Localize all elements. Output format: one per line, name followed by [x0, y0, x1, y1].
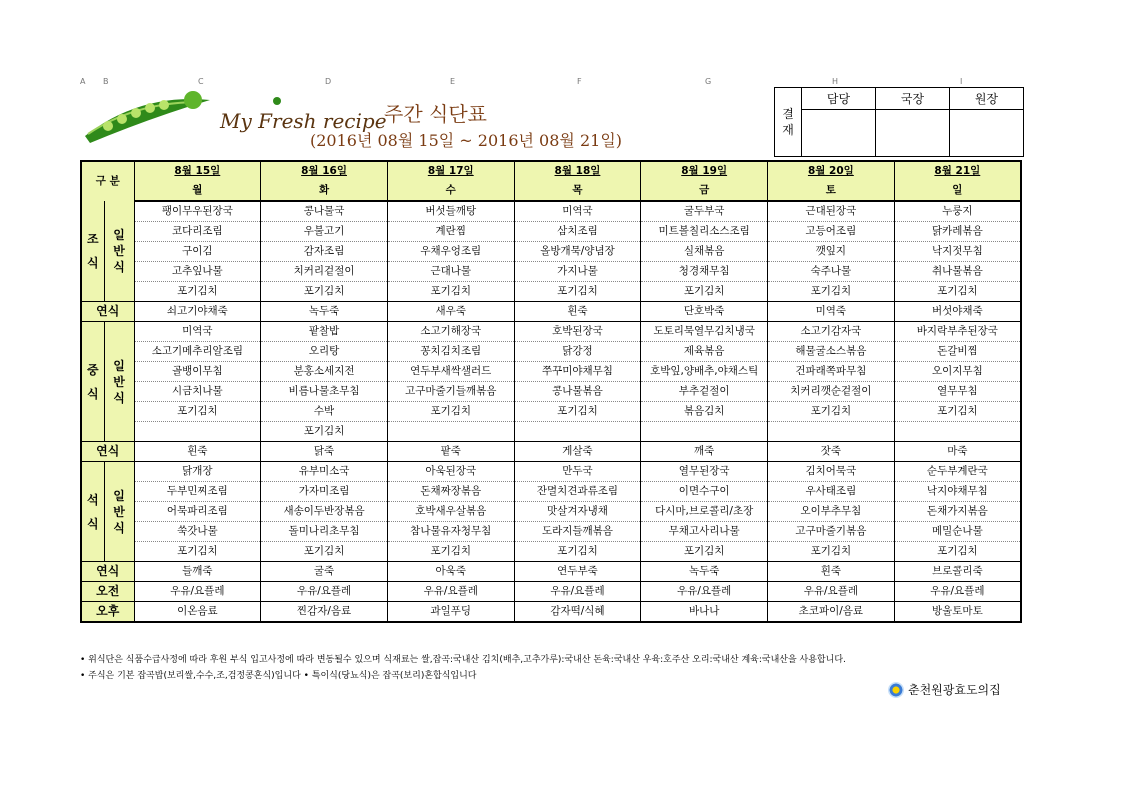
- dinner-dish: 고구마줄기볶음: [768, 522, 895, 542]
- lunch-dish: 포기김치: [387, 402, 514, 422]
- dinner-soft-diet: 연두부죽: [514, 562, 641, 582]
- breakfast-dish: 포기김치: [641, 282, 768, 302]
- breakfast-dish: 치커리겉절이: [261, 262, 388, 282]
- lunch-dish: 해물굴소스볶음: [768, 342, 895, 362]
- lunch-dish: 수박: [261, 402, 388, 422]
- snack-item: 이온음료: [134, 602, 261, 623]
- breakfast-dish: 포기김치: [514, 282, 641, 302]
- breakfast-dish: 고등어조림: [768, 222, 895, 242]
- dinner-dish: 오이부추무침: [768, 502, 895, 522]
- dinner-dish: 김치어묵국: [768, 462, 895, 482]
- breakfast-dish: 누룽지: [894, 201, 1021, 222]
- breakfast-dish: 구이김: [134, 242, 261, 262]
- dinner-dish: 포기김치: [261, 542, 388, 562]
- date-header: 8월 19일: [641, 161, 768, 181]
- lunch-dish: 볶음김치: [641, 402, 768, 422]
- breakfast-dish: 숙주나물: [768, 262, 895, 282]
- breakfast-dish: 실채볶음: [641, 242, 768, 262]
- lunch-dish: 호박된장국: [514, 322, 641, 342]
- dinner-dish: 돈채짜장볶음: [387, 482, 514, 502]
- breakfast-soft-diet-label: 연식: [81, 302, 134, 322]
- page-subtitle: (2016년 08월 15일 ~ 2016년 08월 21일): [310, 131, 623, 150]
- brand-name: 춘천원광효도의집: [908, 683, 1001, 697]
- lunch-dish: [768, 422, 895, 442]
- lunch-dish: 바지락부추된장국: [894, 322, 1021, 342]
- breakfast-dish: 팽이무우된장국: [134, 201, 261, 222]
- approval-box: [774, 87, 1024, 157]
- breakfast-dish: 콩나물국: [261, 201, 388, 222]
- dinner-dish: 이면수구이: [641, 482, 768, 502]
- dinner-soft-diet: 흰죽: [768, 562, 895, 582]
- breakfast-dish: 굴두부국: [641, 201, 768, 222]
- dinner-dish: 열무된장국: [641, 462, 768, 482]
- lunch-dish: 콩나물볶음: [514, 382, 641, 402]
- snack-item: 우유/요플레: [768, 582, 895, 602]
- dinner-soft-diet: 아욱죽: [387, 562, 514, 582]
- dinner-soft-diet: 들깨죽: [134, 562, 261, 582]
- day-header: 수: [387, 181, 514, 201]
- breakfast-dish: 근대된장국: [768, 201, 895, 222]
- breakfast-dish: 코다리조림: [134, 222, 261, 242]
- dinner-dish: 다시마,브로콜리/초장: [641, 502, 768, 522]
- snack-item: 초코파이/음료: [768, 602, 895, 623]
- approval-role-director: 국장: [876, 88, 950, 110]
- lunch-dish: 도토리묵열무김치냉국: [641, 322, 768, 342]
- lunch-dish: 건파래쪽파무침: [768, 362, 895, 382]
- dinner-soft-diet-label: 연식: [81, 562, 134, 582]
- snack-item: 우유/요플레: [514, 582, 641, 602]
- dinner-dish: 가자미조림: [261, 482, 388, 502]
- breakfast-dish: 포기김치: [261, 282, 388, 302]
- dinner-dish: 새송이두반장볶음: [261, 502, 388, 522]
- col-header-b: B: [103, 77, 109, 86]
- brand-emblem-icon: [888, 682, 904, 698]
- col-header-e: E: [450, 77, 456, 86]
- menu-header: [81, 161, 1021, 201]
- dinner-dish: 아욱된장국: [387, 462, 514, 482]
- dinner-dish: 무채고사리나물: [641, 522, 768, 542]
- lunch-dish: 쭈꾸미야채무침: [514, 362, 641, 382]
- snack-item: 방울토마토: [894, 602, 1021, 623]
- lunch-dish: 분홍소세지전: [261, 362, 388, 382]
- breakfast-dish: 닭카레볶음: [894, 222, 1021, 242]
- dinner-dish: 맛살겨자냉채: [514, 502, 641, 522]
- lunch-dish: [894, 422, 1021, 442]
- snack-item: 찐감자/음료: [261, 602, 388, 623]
- breakfast-soft-diet: 새우죽: [387, 302, 514, 322]
- category-header: 구 분: [81, 161, 134, 201]
- col-header-a: A: [80, 77, 86, 86]
- day-header: 일: [894, 181, 1021, 201]
- dinner-dish: 유부미소국: [261, 462, 388, 482]
- breakfast-soft-diet: 쇠고기야채죽: [134, 302, 261, 322]
- breakfast-dish: 올방개묵/양념장: [514, 242, 641, 262]
- date-header: 8월 15일: [134, 161, 261, 181]
- lunch-soft-diet: 팥죽: [387, 442, 514, 462]
- approval-sign-head[interactable]: [950, 110, 1024, 157]
- breakfast-dish: 버섯들깨탕: [387, 201, 514, 222]
- dinner-dish: 포기김치: [894, 542, 1021, 562]
- date-header: 8월 20일: [768, 161, 895, 181]
- breakfast-sub-label: 일 반 식: [104, 201, 134, 302]
- day-header: 토: [768, 181, 895, 201]
- col-header-c: C: [198, 77, 204, 86]
- lunch-dish: 소고기감자국: [768, 322, 895, 342]
- snack-item: 우유/요플레: [261, 582, 388, 602]
- approval-sign-manager[interactable]: [802, 110, 876, 157]
- dinner-soft-diet: 굴죽: [261, 562, 388, 582]
- dinner-dish: 돌미나리초무침: [261, 522, 388, 542]
- brand: [888, 681, 1001, 698]
- lunch-dish: 오이지무침: [894, 362, 1021, 382]
- dinner-dish: 도라지들깨볶음: [514, 522, 641, 542]
- snack-item: 우유/요플레: [894, 582, 1021, 602]
- lunch-dish: 연두부새싹샐러드: [387, 362, 514, 382]
- breakfast-dish: 청경채무침: [641, 262, 768, 282]
- breakfast-dish: 근대나물: [387, 262, 514, 282]
- menu-body: [81, 201, 1021, 622]
- dinner-dish: 어묵파리조림: [134, 502, 261, 522]
- dinner-soft-diet: 브로콜리죽: [894, 562, 1021, 582]
- dinner-dish: 우사태조림: [768, 482, 895, 502]
- date-header: 8월 18일: [514, 161, 641, 181]
- dinner-dish: 호박새우살볶음: [387, 502, 514, 522]
- lunch-dish: 소고기메추리알조림: [134, 342, 261, 362]
- lunch-soft-diet: 마죽: [894, 442, 1021, 462]
- lunch-dish: 고구마줄기들깨볶음: [387, 382, 514, 402]
- lunch-soft-diet: 흰죽: [134, 442, 261, 462]
- col-header-d: D: [325, 77, 332, 86]
- dinner-dish: 잔멸치견과류조림: [514, 482, 641, 502]
- breakfast-dish: 포기김치: [894, 282, 1021, 302]
- col-header-h: H: [832, 77, 839, 86]
- breakfast-dish: 미역국: [514, 201, 641, 222]
- lunch-soft-diet: 잣죽: [768, 442, 895, 462]
- breakfast-soft-diet: 흰죽: [514, 302, 641, 322]
- breakfast-soft-diet: 미역죽: [768, 302, 895, 322]
- snack-label: 오전: [81, 582, 134, 602]
- lunch-dish: 미역국: [134, 322, 261, 342]
- lunch-dish: 치커리깻순겉절이: [768, 382, 895, 402]
- dinner-dish: 포기김치: [387, 542, 514, 562]
- lunch-dish: 돈갈비찜: [894, 342, 1021, 362]
- breakfast-dish: 포기김치: [768, 282, 895, 302]
- approval-role-manager: 담당: [802, 88, 876, 110]
- dinner-dish: 낙지야채무침: [894, 482, 1021, 502]
- lunch-dish: 포기김치: [894, 402, 1021, 422]
- day-header: 목: [514, 181, 641, 201]
- approval-side-label: 결 재: [775, 88, 802, 157]
- dinner-dish: 만두국: [514, 462, 641, 482]
- breakfast-dish: 낙지젓무침: [894, 242, 1021, 262]
- col-header-f: F: [577, 77, 582, 86]
- dinner-sub-label: 일 반 식: [104, 462, 134, 562]
- lunch-dish: 포기김치: [514, 402, 641, 422]
- breakfast-dish: 취나물볶음: [894, 262, 1021, 282]
- col-header-g: G: [705, 77, 712, 86]
- snack-item: 우유/요플레: [387, 582, 514, 602]
- lunch-dish: 골뱅이무침: [134, 362, 261, 382]
- footnote-staple: • 주식은 기본 잡곡밥(보리쌀,수수,조,검정콩혼식)입니다 • 특이식(당뇨식)은 잡곡(보리)혼합식입니다: [80, 671, 477, 681]
- dinner-dish: 쑥갓나물: [134, 522, 261, 542]
- breakfast-dish: 계란찜: [387, 222, 514, 242]
- lunch-dish: [134, 422, 261, 442]
- dinner-dish: 포기김치: [134, 542, 261, 562]
- lunch-dish: 오리탕: [261, 342, 388, 362]
- lunch-dish: 제육볶음: [641, 342, 768, 362]
- logo-text: My Fresh recipe: [220, 109, 387, 133]
- lunch-soft-diet: 깨죽: [641, 442, 768, 462]
- day-header: 금: [641, 181, 768, 201]
- breakfast-dish: 포기김치: [134, 282, 261, 302]
- dinner-dish: 두부민찌조림: [134, 482, 261, 502]
- snack-item: 우유/요플레: [641, 582, 768, 602]
- breakfast-dish: 고추잎나물: [134, 262, 261, 282]
- breakfast-dish: 삼치조림: [514, 222, 641, 242]
- lunch-dish: 포기김치: [134, 402, 261, 422]
- lunch-label: 중 식: [81, 322, 104, 442]
- dinner-dish: 포기김치: [514, 542, 641, 562]
- footnotes: [80, 652, 1025, 684]
- lunch-dish: 호박잎,양배추,야채스틱: [641, 362, 768, 382]
- dinner-dish: 순두부계란국: [894, 462, 1021, 482]
- lunch-dish: 비름나물초무침: [261, 382, 388, 402]
- lunch-dish: [641, 422, 768, 442]
- date-header: 8월 21일: [894, 161, 1021, 181]
- approval-sign-director[interactable]: [876, 110, 950, 157]
- breakfast-dish: 포기김치: [387, 282, 514, 302]
- snack-item: 우유/요플레: [134, 582, 261, 602]
- dinner-dish: 닭개장: [134, 462, 261, 482]
- lunch-dish: 소고기해장국: [387, 322, 514, 342]
- dinner-dish: 돈채가지볶음: [894, 502, 1021, 522]
- breakfast-dish: 감자조림: [261, 242, 388, 262]
- lunch-sub-label: 일 반 식: [104, 322, 134, 442]
- lunch-dish: 열무무침: [894, 382, 1021, 402]
- lunch-dish: 꽁치김치조림: [387, 342, 514, 362]
- dinner-dish: 포기김치: [641, 542, 768, 562]
- snack-label: 오후: [81, 602, 134, 623]
- breakfast-dish: 우채우엉조림: [387, 242, 514, 262]
- col-header-i: I: [960, 77, 963, 86]
- weekly-menu-table: [80, 160, 1022, 623]
- page-title: 주간 식단표: [384, 102, 487, 126]
- lunch-soft-diet: 게살죽: [514, 442, 641, 462]
- breakfast-soft-diet: 단호박죽: [641, 302, 768, 322]
- date-header: 8월 16일: [261, 161, 388, 181]
- lunch-soft-diet: 닭죽: [261, 442, 388, 462]
- breakfast-dish: 가지나물: [514, 262, 641, 282]
- day-header: 화: [261, 181, 388, 201]
- lunch-dish: 부추겉절이: [641, 382, 768, 402]
- dinner-dish: 포기김치: [768, 542, 895, 562]
- lunch-dish: 팥찰밥: [261, 322, 388, 342]
- snack-item: 바나나: [641, 602, 768, 623]
- approval-role-head: 원장: [950, 88, 1024, 110]
- lunch-dish: 닭강정: [514, 342, 641, 362]
- dinner-dish: 메밀순나물: [894, 522, 1021, 542]
- date-header: 8월 17일: [387, 161, 514, 181]
- breakfast-label: 조 식: [81, 201, 104, 302]
- breakfast-soft-diet: 버섯야채죽: [894, 302, 1021, 322]
- breakfast-dish: 깻잎지: [768, 242, 895, 262]
- dinner-soft-diet: 녹두죽: [641, 562, 768, 582]
- lunch-dish: 시금치나물: [134, 382, 261, 402]
- breakfast-dish: 우불고기: [261, 222, 388, 242]
- snack-item: 과일푸딩: [387, 602, 514, 623]
- dinner-dish: 참나물유자청무침: [387, 522, 514, 542]
- snack-item: 감자떡/식혜: [514, 602, 641, 623]
- breakfast-dish: 미트볼칠리소스조림: [641, 222, 768, 242]
- lunch-dish: 포기김치: [261, 422, 388, 442]
- lunch-soft-diet-label: 연식: [81, 442, 134, 462]
- lunch-dish: 포기김치: [768, 402, 895, 422]
- dinner-label: 석 식: [81, 462, 104, 562]
- breakfast-soft-diet: 녹두죽: [261, 302, 388, 322]
- footnote-ingredients: • 위식단은 식품수급사정에 따라 후원 부식 입고사정에 따라 변동될수 있으며 식재료는 쌀,잡곡:국내산 김치(배추,고추가루):국내산 돈육:국내산 우육:호주산 오리:국내산 계육:국내산을 사용합니다.: [80, 655, 846, 665]
- lunch-dish: [387, 422, 514, 442]
- day-header: 월: [134, 181, 261, 201]
- lunch-dish: [514, 422, 641, 442]
